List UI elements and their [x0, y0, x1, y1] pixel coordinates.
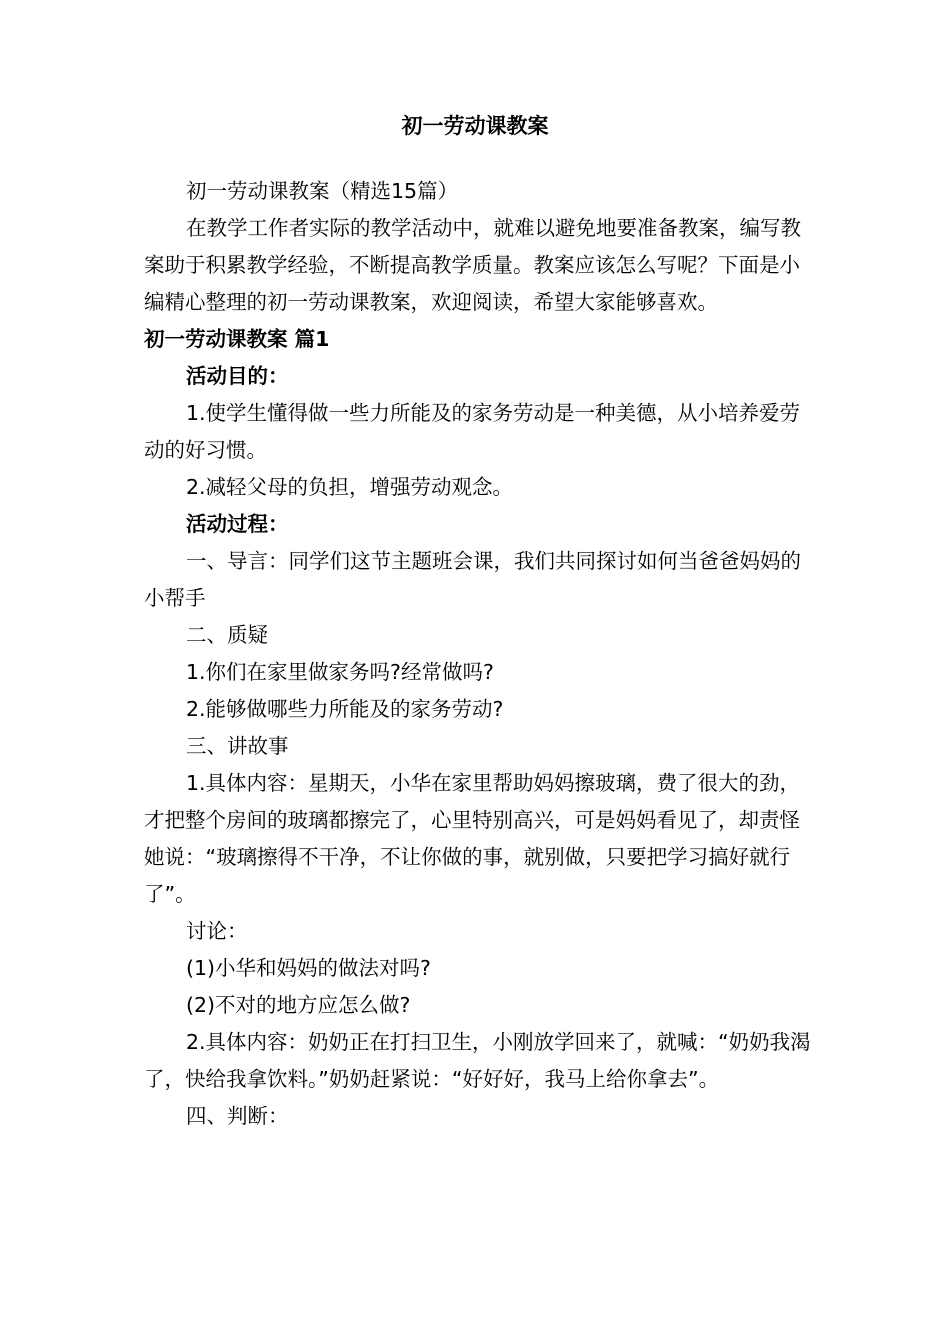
- paragraph: 2.减轻父母的负担，增强劳动观念。: [186, 475, 514, 499]
- document-title: 初一劳动课教案: [401, 114, 549, 138]
- paragraph: 1.具体内容：星期天，小华在家里帮助妈妈擦玻璃，费了很大的劲，才把整个房间的玻璃都擦完了，心里特别高兴，可是妈妈看见了，却责怪她说：“玻璃擦得不干净，不让你做的事，就别做，只要把学习搞好就行了”。: [144, 771, 801, 906]
- paragraph: (1)小华和妈妈的做法对吗?: [186, 956, 431, 980]
- document-body: [144, 173, 816, 1135]
- subheading-activity-goal: 活动目的：: [186, 364, 289, 388]
- paragraph: 四、判断：: [186, 1104, 289, 1128]
- subheading-activity-process: 活动过程：: [186, 512, 289, 536]
- paragraph-intro: 在教学工作者实际的教学活动中，就难以避免地要准备教案，编写教案助于积累教学经验，不断提高教学质量。教案应该怎么写呢？下面是小编精心整理的初一劳动课教案，欢迎阅读，希望大家能够喜欢。: [144, 216, 801, 314]
- section-heading: 初一劳动课教案 篇1: [144, 327, 330, 351]
- paragraph-subtitle: 初一劳动课教案（精选15篇）: [186, 179, 459, 203]
- paragraph: 三、讲故事: [186, 734, 289, 758]
- paragraph: 讨论：: [186, 919, 248, 943]
- paragraph: 1.使学生懂得做一些力所能及的家务劳动是一种美德，从小培养爱劳动的好习惯。: [144, 401, 801, 462]
- paragraph: 2.能够做哪些力所能及的家务劳动?: [186, 697, 504, 721]
- paragraph: 2.具体内容：奶奶正在打扫卫生，小刚放学回来了，就喊：“奶奶我渴了，快给我拿饮料。”奶奶赶紧说：“好好好，我马上给你拿去”。: [144, 1030, 811, 1091]
- paragraph: 一、导言：同学们这节主题班会课，我们共同探讨如何当爸爸妈妈的小帮手: [144, 549, 801, 610]
- paragraph: 1.你们在家里做家务吗?经常做吗?: [186, 660, 494, 684]
- paragraph: 二、质疑: [186, 623, 268, 647]
- paragraph: (2)不对的地方应怎么做?: [186, 993, 411, 1017]
